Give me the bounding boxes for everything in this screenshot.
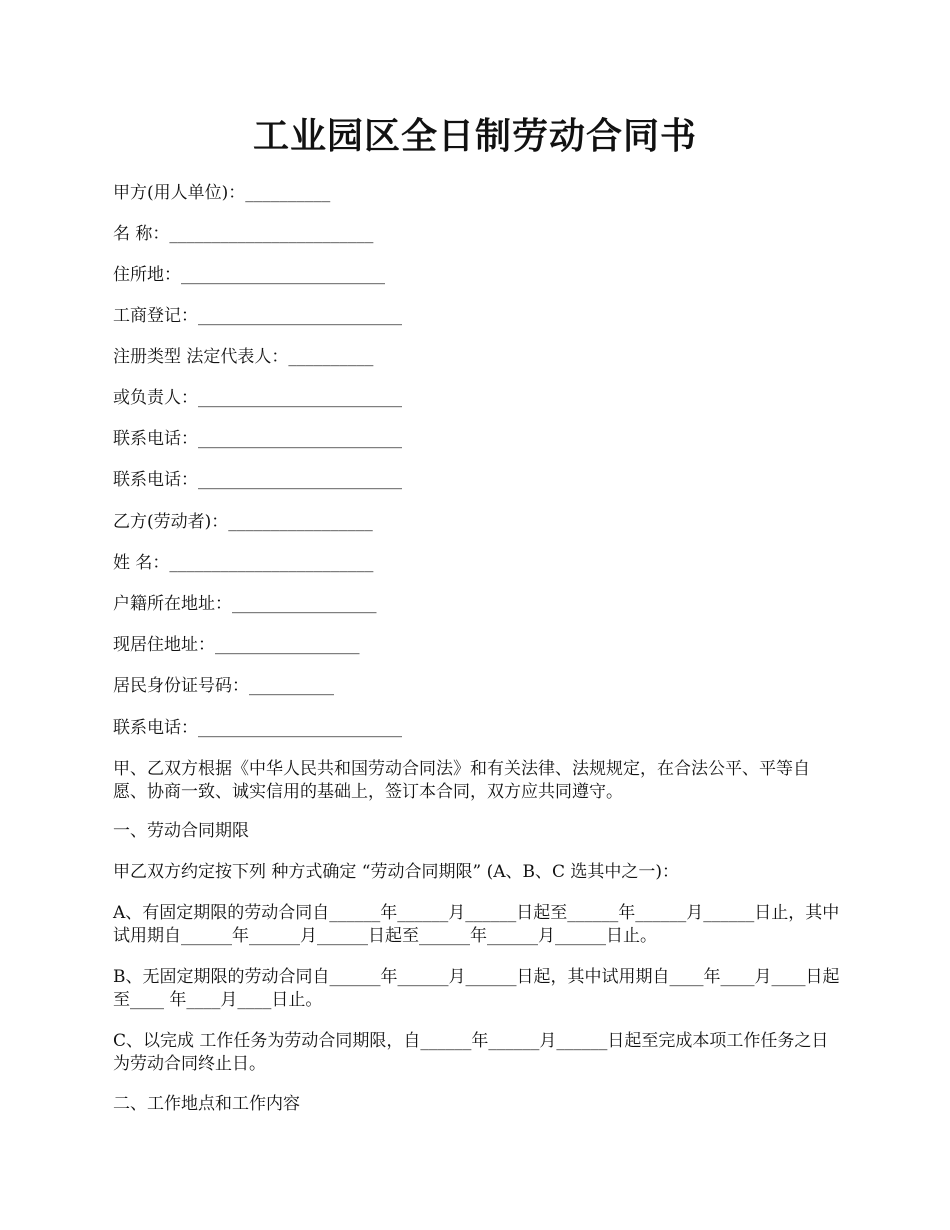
field-id-number: 居民身份证号码：__________ [113, 676, 334, 696]
field-person-in-charge: 或负责人：________________________ [113, 388, 402, 408]
paragraph-preamble: 甲、乙双方根据《中华人民共和国劳动合同法》和有关法律、法规规定，在合法公平、平等自愿、协商一致、诚实信用的基础上，签订本合同，双方应共同遵守。 [113, 759, 810, 802]
document-title: 工业园区全日制劳动合同书 [252, 115, 697, 157]
section-heading-work-location: 二、工作地点和工作内容 [113, 1094, 300, 1114]
section-heading-contract-term: 一、劳动合同期限 [113, 821, 249, 841]
field-party-b: 乙方(劳动者)：_________________ [113, 512, 373, 532]
field-legal-representative: 注册类型 法定代表人：__________ [113, 347, 374, 367]
field-party-a-phone-2: 联系电话：________________________ [113, 470, 402, 490]
field-current-address: 现居住地址：_________________ [113, 635, 360, 655]
paragraph-term-choice: 甲乙双方约定按下列 种方式确定 “劳动合同期限” (A、B、C 选其中之一)： [113, 862, 680, 882]
field-party-a-address: 住所地：________________________ [113, 265, 385, 285]
field-household-address: 户籍所在地址：_________________ [113, 594, 377, 614]
paragraph-option-a: A、有固定期限的劳动合同自______年______月______日起至______年______月______日止，其中试用期自______年______月______日起至______年______月______日止。 [113, 903, 840, 946]
field-party-b-phone: 联系电话：________________________ [113, 718, 402, 738]
paragraph-option-c: C、以完成 工作任务为劳动合同期限，自______年______月______日起至完成本项工作任务之日为劳动合同终止日。 [113, 1031, 829, 1074]
paragraph-option-b: B、无固定期限的劳动合同自______年______月______日起，其中试用期自____年____月____日起至____ 年____月____日止。 [113, 967, 840, 1010]
field-party-a-name: 名 称：________________________ [113, 224, 374, 244]
field-party-a-phone-1: 联系电话：________________________ [113, 429, 402, 449]
field-party-a: 甲方(用人单位)：__________ [113, 183, 331, 203]
field-party-b-name: 姓 名：________________________ [113, 553, 374, 573]
field-business-registration: 工商登记：________________________ [113, 306, 402, 326]
